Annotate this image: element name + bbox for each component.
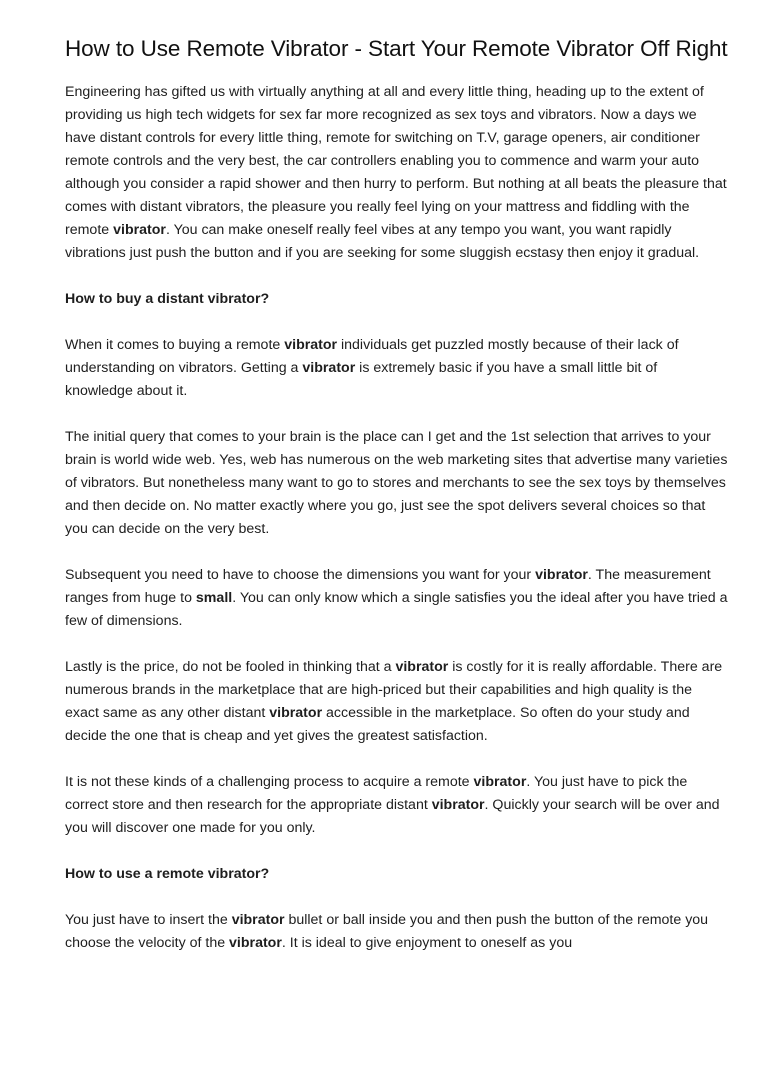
bold-keyword: small xyxy=(195,590,233,606)
bold-keyword: vibrator xyxy=(113,222,166,238)
paragraph xyxy=(65,81,728,265)
bold-keyword: vibrator xyxy=(535,567,588,583)
bold-keyword: vibrator xyxy=(284,337,338,353)
text-run: Engineering has gifted us with virtually anything at all and every little thing, heading up to the extent of providing us high tech widgets for sex far more recognized as sex toys and vibrators. Now a days we have distant controls for every little thing, remote for switching on T.V, garage openers, air conditioner remote controls and the very best, the car controllers enabling you to commence and warm your auto although you consider a rapid shower and then hurry to perform. But nothing at all beats the pleasure that comes with distant vibrators, the pleasure you really feel lying on your mattress and fiddling with the remote xyxy=(65,84,727,238)
text-run: How to buy a distant vibrator? xyxy=(65,291,270,307)
text-run: bullet or ball inside you and then push the button of the remote you choose the velocity of the xyxy=(65,912,709,951)
text-run: When it comes to buying a remote xyxy=(65,337,285,353)
text-run: How to use a remote vibrator? xyxy=(65,866,270,882)
text-run: The initial query that comes to your brain is the place can I get and the 1st selection that arrives to your brain is world wide web. Yes, web has numerous on the web marketing sites that advertise many varieties of vibrators. But nonetheless many want to go to stores and merchants to see the sex toys by themselves and then decide on. No matter exactly where you go, just see the spot delivers several choices so that you can decide on the very best. xyxy=(65,429,728,537)
bold-keyword: vibrator xyxy=(302,360,356,376)
text-run: individuals get puzzled mostly because of their lack of understanding on vibrators. Getting a xyxy=(65,337,679,376)
text-run: Lastly is the price, do not be fooled in thinking that a xyxy=(65,659,396,675)
section-heading xyxy=(65,863,728,886)
section-heading xyxy=(65,288,728,311)
text-run: Subsequent you need to have to choose the dimensions you want for your xyxy=(65,567,536,583)
bold-keyword: vibrator xyxy=(431,797,485,813)
paragraph xyxy=(65,334,728,403)
bold-keyword: vibrator xyxy=(231,912,285,928)
bold-keyword: vibrator xyxy=(229,935,282,951)
page-title: How to Use Remote Vibrator - Start Your Remote Vibrator Off Right xyxy=(65,36,728,61)
text-run: You just have to insert the xyxy=(65,912,232,928)
text-run: . You just have to pick the correct store and then research for the appropriate distant xyxy=(65,774,688,813)
text-run: It is not these kinds of a challenging process to acquire a remote xyxy=(65,774,474,790)
bold-keyword: vibrator xyxy=(395,659,449,675)
paragraph xyxy=(65,909,728,955)
bold-keyword: vibrator xyxy=(269,705,323,721)
paragraph xyxy=(65,426,728,541)
paragraph xyxy=(65,771,728,840)
text-run: is extremely basic if you have a small little bit of knowledge about it. xyxy=(65,360,658,399)
bold-keyword: vibrator xyxy=(473,774,527,790)
paragraph xyxy=(65,656,728,748)
text-run: . You can make oneself really feel vibes at any tempo you want, you want rapidly vibrations just push the button and if you are seeking for some sluggish ecstasy then enjoy it gradual. xyxy=(65,222,700,261)
text-run: . Quickly your search will be over and you will discover one made for you only. xyxy=(65,797,720,836)
text-run: . The measurement ranges from huge to xyxy=(65,567,711,606)
text-run: . You can only know which a single satisfies you the ideal after you have tried a few of dimensions. xyxy=(65,590,728,629)
paragraph xyxy=(65,564,728,633)
text-run: . It is ideal to give enjoyment to oneself as you xyxy=(281,935,573,951)
text-run: is costly for it is really affordable. There are numerous brands in the marketplace that are high-priced but their capabilities and high quality is the exact same as any other distant xyxy=(65,659,723,721)
text-run: accessible in the marketplace. So often do your study and decide the one that is cheap and yet gives the greatest satisfaction. xyxy=(65,705,690,744)
document-body xyxy=(65,81,728,955)
